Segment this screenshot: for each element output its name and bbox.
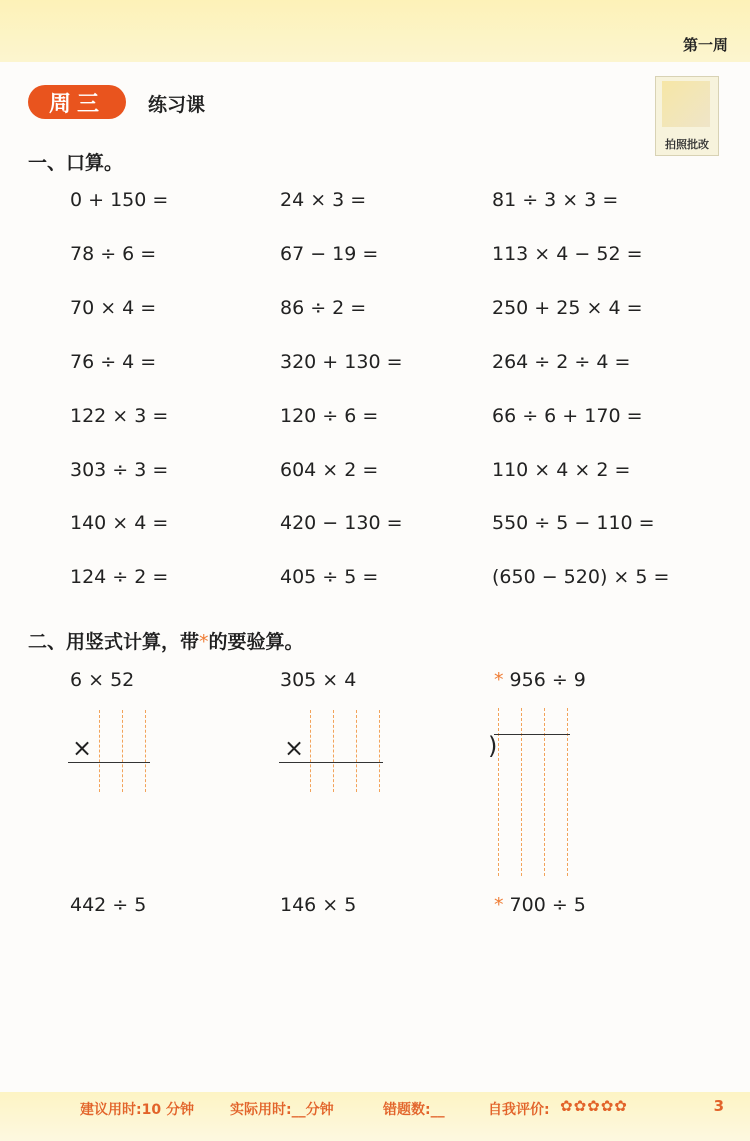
- multiply-sign: ×: [72, 734, 93, 762]
- division-bar: [494, 734, 570, 735]
- section2-title-suffix: 的要验算。: [208, 631, 304, 653]
- mental-math-item: 604 × 2 =: [280, 459, 379, 481]
- division-bracket: ): [488, 732, 498, 760]
- multiply-sign: ×: [284, 734, 305, 762]
- actual-time: 实际用时:__分钟: [230, 1102, 334, 1118]
- day-badge: 周三: [28, 85, 126, 119]
- mental-math-item: 67 − 19 =: [280, 243, 379, 265]
- suggested-time: 建议用时:10 分钟: [80, 1102, 194, 1118]
- header-bar: [0, 0, 750, 62]
- error-count: 错题数:__: [383, 1102, 445, 1118]
- section2-title-prefix: 二、用竖式计算，带: [28, 631, 200, 653]
- qr-code-icon: [662, 81, 710, 127]
- mental-math-item: 81 ÷ 3 × 3 =: [492, 189, 619, 211]
- mental-math-item: 66 ÷ 6 + 170 =: [492, 405, 643, 427]
- mental-math-item: 405 ÷ 5 =: [280, 566, 379, 588]
- vertical-calc-problem-starred: [494, 669, 586, 691]
- mental-math-item: 140 × 4 =: [70, 512, 169, 534]
- digit-guide-line: [356, 710, 357, 792]
- digit-guide-line: [310, 710, 311, 792]
- rating-flowers-icon[interactable]: ✿✿✿✿✿: [560, 1097, 628, 1115]
- mental-math-item: 76 ÷ 4 =: [70, 351, 157, 373]
- vertical-calc-problem-starred: [494, 894, 586, 916]
- mental-math-item: (650 − 520) × 5 =: [492, 566, 670, 588]
- lesson-title: 练习课: [148, 94, 206, 116]
- section1-title: 一、口算。: [28, 152, 124, 174]
- mental-math-item: 24 × 3 =: [280, 189, 367, 211]
- section2-title: [28, 627, 304, 654]
- mental-math-item: 70 × 4 =: [70, 297, 157, 319]
- mental-math-item: 110 × 4 × 2 =: [492, 459, 631, 481]
- mental-math-item: 122 × 3 =: [70, 405, 169, 427]
- calc-underline: [68, 762, 150, 763]
- mental-math-item: 0 + 150 =: [70, 189, 169, 211]
- vertical-calc-problem: 442 ÷ 5: [70, 894, 147, 916]
- mental-math-item: 120 ÷ 6 =: [280, 405, 379, 427]
- mental-math-item: 550 ÷ 5 − 110 =: [492, 512, 655, 534]
- mental-math-item: 86 ÷ 2 =: [280, 297, 367, 319]
- week-label: 第一周: [682, 36, 728, 54]
- vertical-calc-problem: 6 × 52: [70, 669, 135, 691]
- mental-math-item: 250 + 25 × 4 =: [492, 297, 643, 319]
- digit-guide-line: [99, 710, 100, 792]
- digit-guide-line: [379, 710, 380, 792]
- star-mark-icon: *: [494, 669, 504, 691]
- digit-guide-line: [333, 710, 334, 792]
- problem-text: 956 ÷ 9: [509, 669, 586, 691]
- mental-math-item: 264 ÷ 2 ÷ 4 =: [492, 351, 631, 373]
- page-number: 3: [713, 1097, 724, 1115]
- mental-math-item: 113 × 4 − 52 =: [492, 243, 643, 265]
- star-mark-icon: *: [199, 631, 209, 653]
- problem-text: 700 ÷ 5: [509, 894, 586, 916]
- digit-guide-line: [145, 710, 146, 792]
- mental-math-item: 320 + 130 =: [280, 351, 403, 373]
- digit-guide-line: [122, 710, 123, 792]
- mental-math-item: 303 ÷ 3 =: [70, 459, 169, 481]
- photo-grading-qr[interactable]: [655, 76, 719, 156]
- mental-math-item: 78 ÷ 6 =: [70, 243, 157, 265]
- calc-underline: [279, 762, 383, 763]
- self-evaluation: 自我评价:: [488, 1102, 550, 1118]
- mental-math-item: 420 − 130 =: [280, 512, 403, 534]
- vertical-calc-problem: 305 × 4: [280, 669, 357, 691]
- vertical-calc-problem: 146 × 5: [280, 894, 357, 916]
- star-mark-icon: *: [494, 894, 504, 916]
- mental-math-item: 124 ÷ 2 =: [70, 566, 169, 588]
- photo-grading-label: 拍照批改: [665, 138, 709, 151]
